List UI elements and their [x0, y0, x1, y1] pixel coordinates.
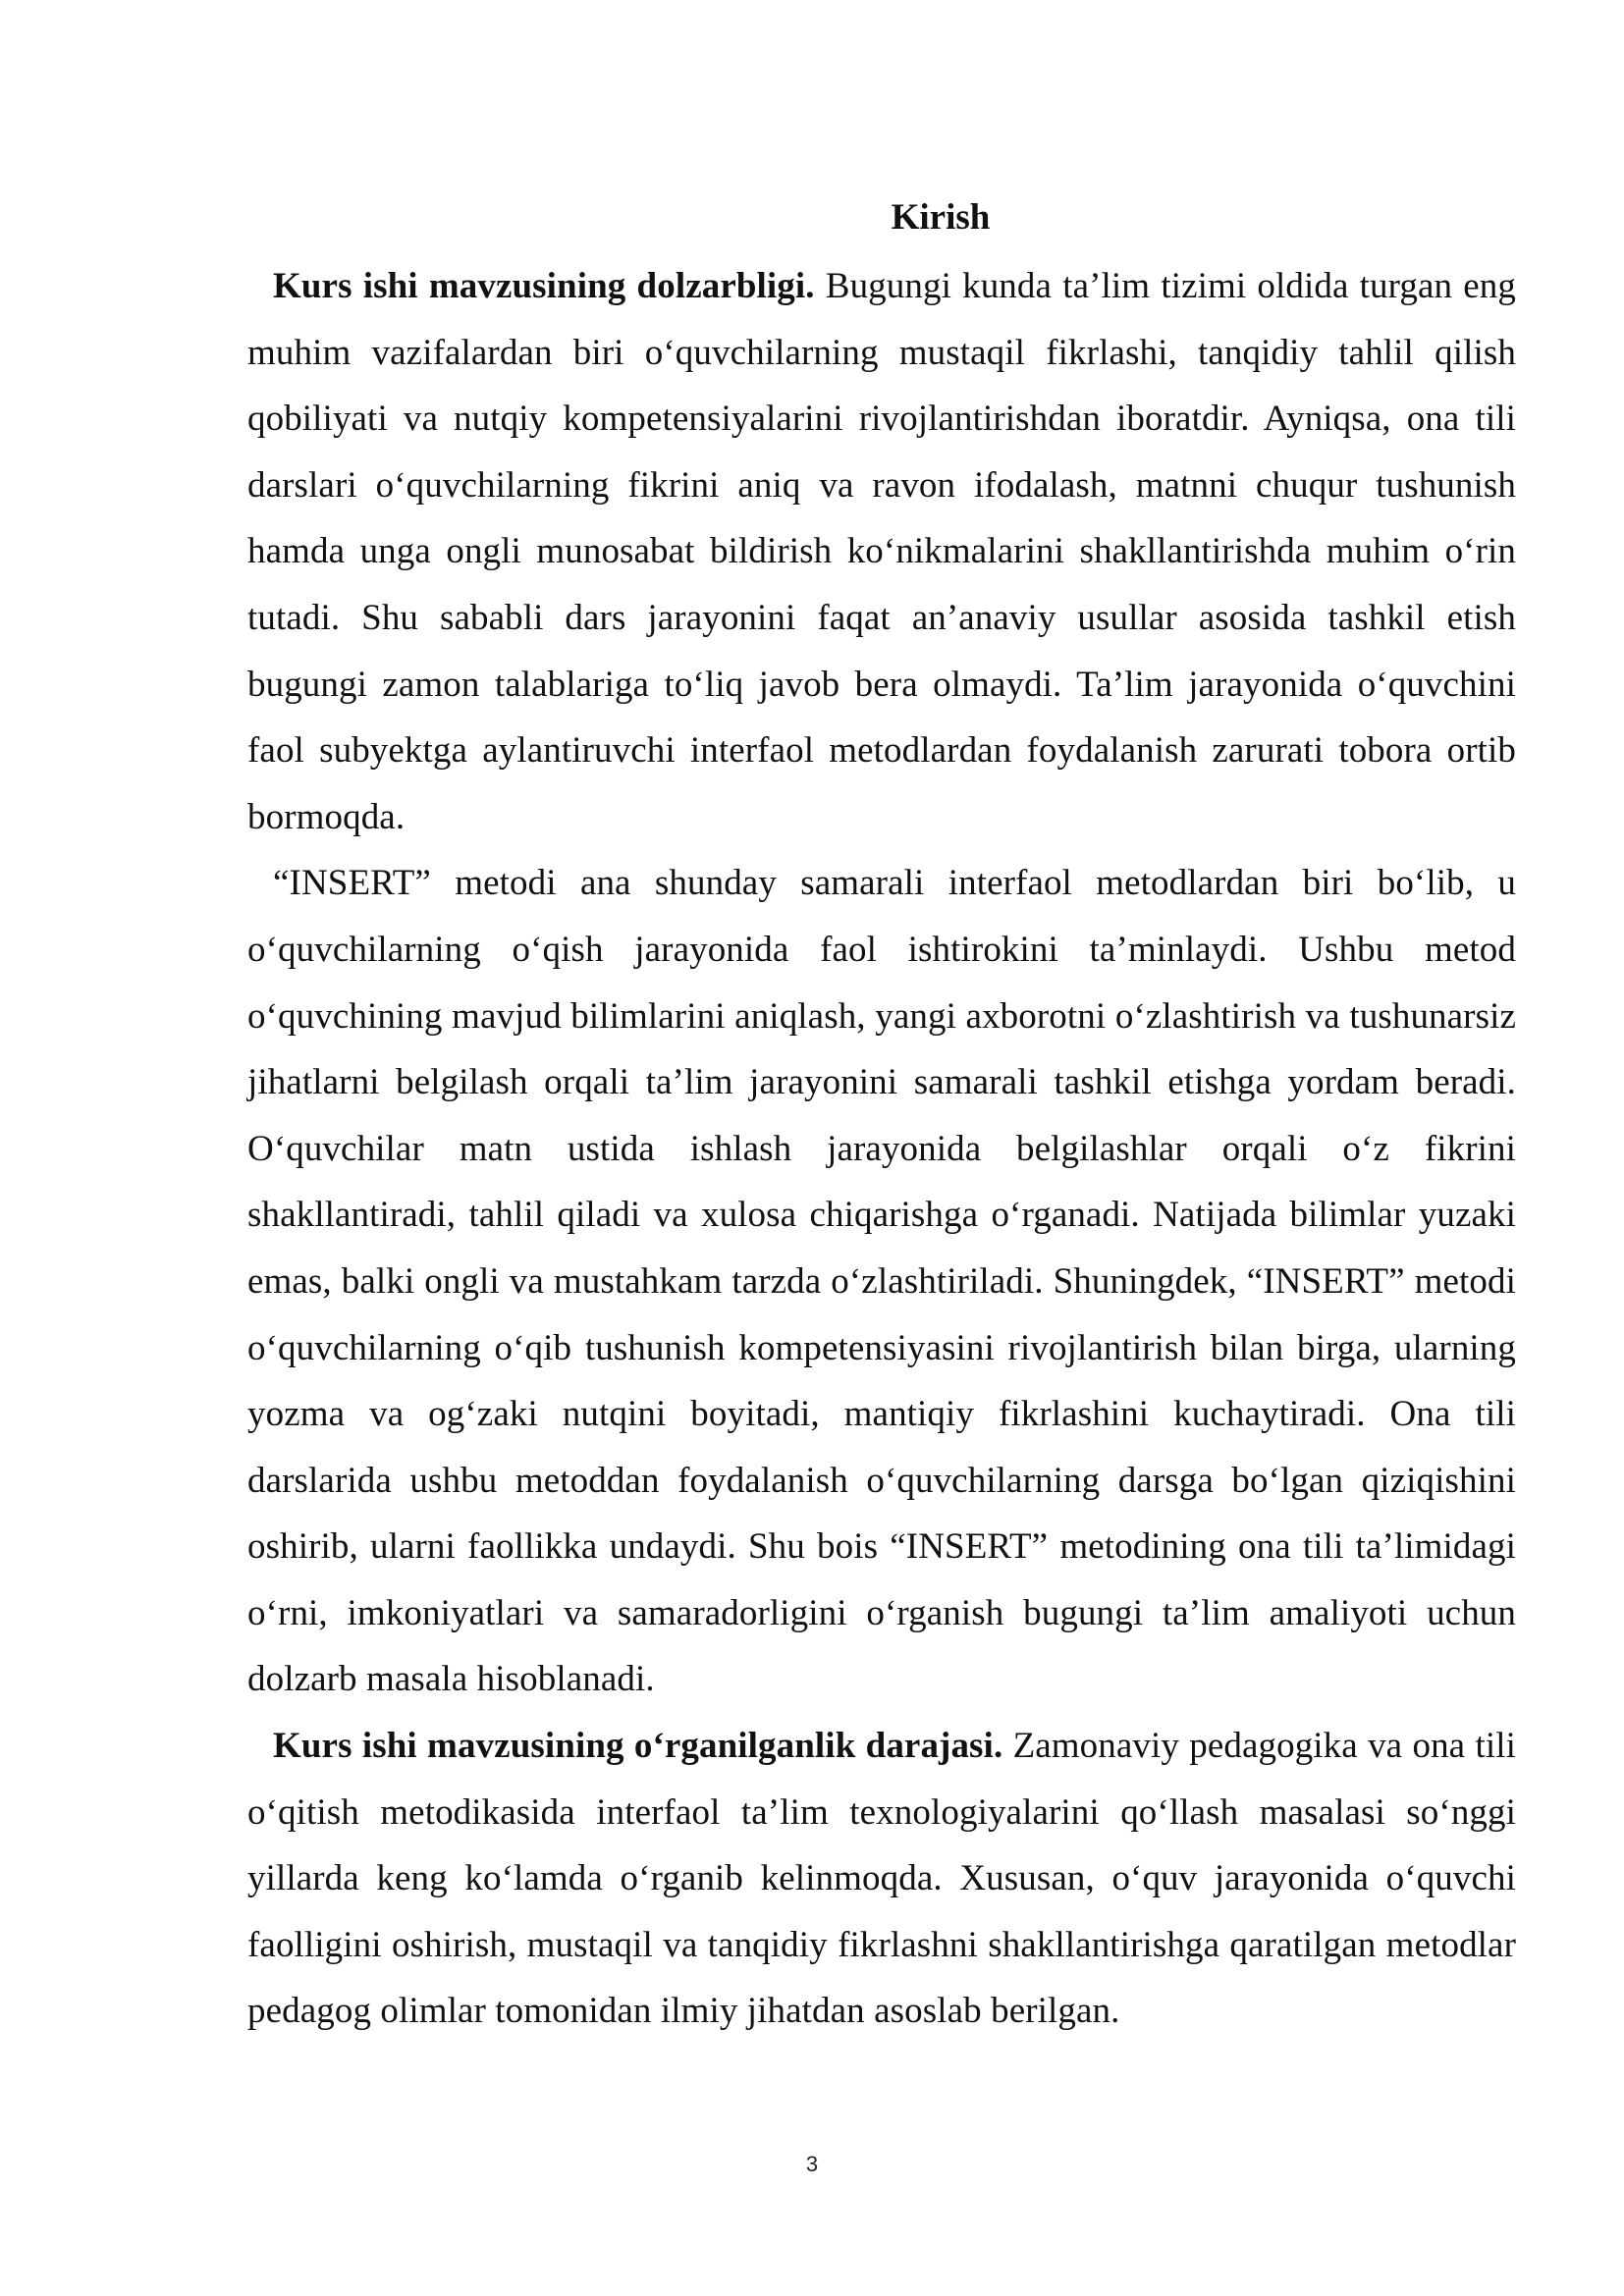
document-page — [247, 185, 1516, 2148]
paragraph-text: Bugungi kunda ta’lim tizimi oldida turgan eng muhim vazifalardan biri o‘quvchilarning mustaqil fikrlashi, tanqidiy tahlil qilish qobiliyati va nutqiy kompetensiyalarini rivojlantirishdan iboratdir. Ayniqsa, ona tili darslari o‘quvchilarning fikrini aniq va ravon ifodalash, matnni chuqur tushunish hamda unga ongli munosabat bildirish ko‘nikmalarini shakllantirishda muhim o‘rin tutadi. Shu sababli dars jarayonini faqat an’anaviy usullar asosida tashkil etish bugungi zamon talablariga to‘liq javob bera olmaydi. Ta’lim jarayonida o‘quvchini faol subyektga aylantiruvchi interfaol metodlardan foydalanish zarurati tobora ortib bormoqda. — [247, 266, 1516, 837]
paragraph-lead: Kurs ishi mavzusining o‘rganilganlik darajasi. — [273, 1726, 1003, 1767]
section-title: Kirish — [891, 197, 991, 238]
paragraph-study-level — [247, 1713, 1516, 2045]
paragraph-lead: Kurs ishi mavzusining dolzarbligi. — [273, 266, 815, 306]
page-number: 3 — [805, 2152, 819, 2176]
paragraph-insert-method — [247, 850, 1516, 1713]
paragraph-relevance — [247, 253, 1516, 850]
paragraph-text: “INSERT” metodi ana shunday samarali interfaol metodlardan biri bo‘lib, u o‘quvchilarning o‘qish jarayonida faol ishtirokini ta’minlaydi. Ushbu metod o‘quvchining mavjud bilimlarini aniqlash, yangi axborotni o‘zlashtirish va tushunarsiz jihatlarni belgilash orqali ta’lim jarayonini samarali tashkil etishga yordam beradi. O‘quvchilar matn ustida ishlash jarayonida belgilashlar orqali o‘z fikrini shakllantiradi, tahlil qiladi va xulosa chiqarishga o‘rganadi. Natijada bilimlar yuzaki emas, balki ongli va mustahkam tarzda o‘zlashtiriladi. Shuningdek, “INSERT” metodi o‘quvchilarning o‘qib tushunish kompetensiyasini rivojlantirish bilan birga, ularning yozma va og‘zaki nutqini boyitadi, mantiqiy fikrlashini kuchaytiradi. Ona tili darslarida ushbu metoddan foydalanish o‘quvchilarning darsga bo‘lgan qiziqishini oshirib, ularni faollikka undaydi. Shu bois “INSERT” metodining ona tili ta’limidagi o‘rni, imkoniyatlari va samaradorligini o‘rganish bugungi ta’lim amaliyoti uchun dolzarb masala hisoblanadi. — [247, 863, 1516, 1700]
paragraph-text: Zamonaviy pedagogika va ona tili o‘qitish metodikasida interfaol ta’lim texnologiyalarini qo‘llash masalasi so‘nggi yillarda keng ko‘lamda o‘rganib kelinmoqda. Xususan, o‘quv jarayonida o‘quvchi faolligini oshirish, mustaqil va tanqidiy fikrlashni shakllantirishga qaratilgan metodlar pedagog olimlar tomonidan ilmiy jihatdan asoslab berilgan. — [247, 1726, 1516, 2032]
